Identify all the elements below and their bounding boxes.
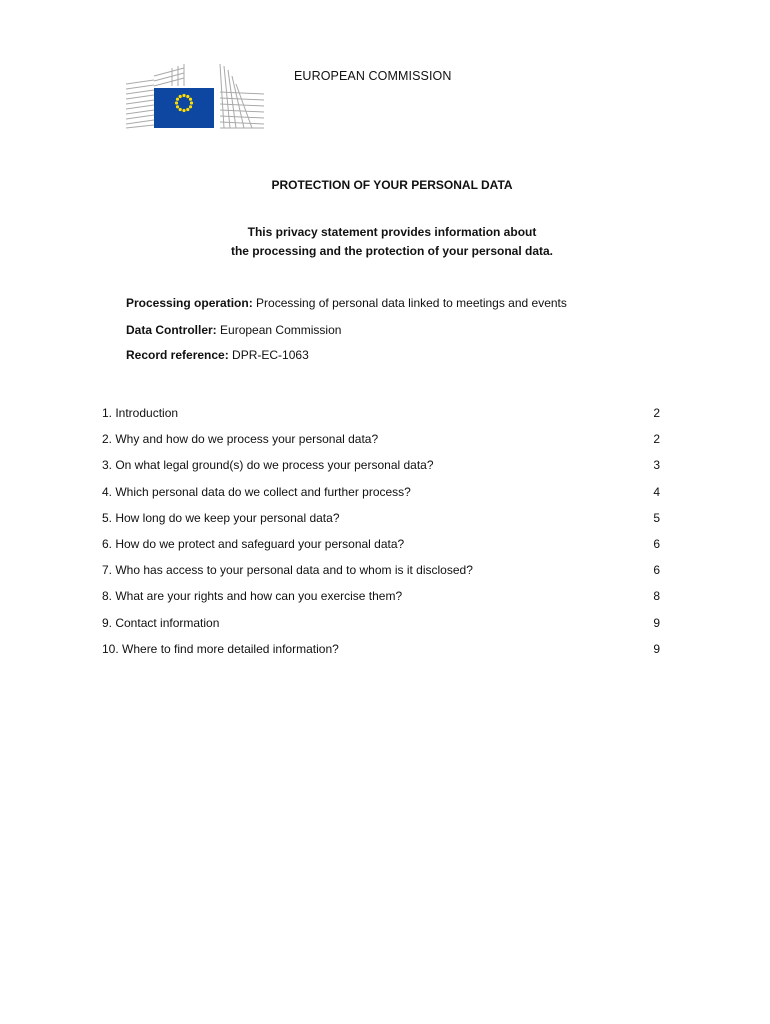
document-title: PROTECTION OF YOUR PERSONAL DATA bbox=[271, 178, 513, 192]
toc-item-your-rights[interactable] bbox=[102, 589, 660, 615]
subtitle-line-2: the processing and the protection of your personal data. bbox=[230, 244, 554, 258]
toc-item-page: 5 bbox=[653, 510, 660, 525]
toc-item-page: 3 bbox=[653, 458, 660, 473]
record-reference-value: DPR-EC-1063 bbox=[228, 348, 309, 362]
european-commission-logo-icon bbox=[124, 62, 266, 130]
record-reference-label: Record reference: bbox=[126, 348, 229, 362]
table-of-contents bbox=[102, 406, 660, 668]
organization-name: EUROPEAN COMMISSION bbox=[294, 69, 452, 83]
toc-item-page: 6 bbox=[653, 536, 660, 551]
toc-item-how-long[interactable] bbox=[102, 511, 660, 537]
toc-item-label: 3. On what legal ground(s) do we process your personal data? bbox=[102, 458, 434, 473]
processing-operation-label: Processing operation: bbox=[126, 296, 253, 310]
data-controller-label: Data Controller: bbox=[126, 323, 217, 337]
record-reference-row bbox=[126, 348, 309, 362]
toc-item-page: 6 bbox=[653, 563, 660, 578]
toc-item-label: 7. Who has access to your personal data and to whom is it disclosed? bbox=[102, 563, 473, 578]
toc-item-page: 8 bbox=[653, 589, 660, 604]
toc-item-label: 1. Introduction bbox=[102, 406, 179, 420]
toc-item-page: 2 bbox=[653, 432, 660, 447]
toc-item-introduction[interactable] bbox=[102, 406, 660, 432]
toc-item-why-and-how[interactable] bbox=[102, 432, 660, 458]
toc-item-which-data[interactable] bbox=[102, 485, 660, 511]
toc-item-label: 9. Contact information bbox=[102, 615, 220, 630]
data-controller-value: European Commission bbox=[216, 323, 342, 337]
toc-item-protect-safeguard[interactable] bbox=[102, 537, 660, 563]
toc-item-page: 9 bbox=[653, 615, 660, 630]
toc-item-contact-information[interactable] bbox=[102, 616, 660, 642]
toc-item-more-information[interactable] bbox=[102, 642, 660, 668]
toc-item-label: 10. Where to find more detailed information? bbox=[102, 641, 339, 656]
toc-item-label: 8. What are your rights and how can you exercise them? bbox=[102, 589, 403, 604]
data-controller-row bbox=[126, 323, 341, 337]
toc-item-label: 4. Which personal data do we collect and further process? bbox=[102, 484, 411, 499]
processing-operation-row bbox=[126, 296, 567, 310]
subtitle-line-1: This privacy statement provides information about bbox=[247, 225, 537, 239]
toc-item-who-has-access[interactable] bbox=[102, 563, 660, 589]
toc-item-label: 6. How do we protect and safeguard your personal data? bbox=[102, 536, 405, 551]
toc-item-page: 4 bbox=[653, 484, 660, 499]
toc-item-label: 2. Why and how do we process your personal data? bbox=[102, 432, 379, 447]
toc-item-legal-grounds[interactable] bbox=[102, 458, 660, 484]
toc-item-page: 2 bbox=[653, 406, 660, 420]
toc-item-label: 5. How long do we keep your personal data? bbox=[102, 510, 340, 525]
processing-operation-value: Processing of personal data linked to meetings and events bbox=[252, 296, 567, 310]
toc-item-page: 9 bbox=[653, 641, 660, 656]
